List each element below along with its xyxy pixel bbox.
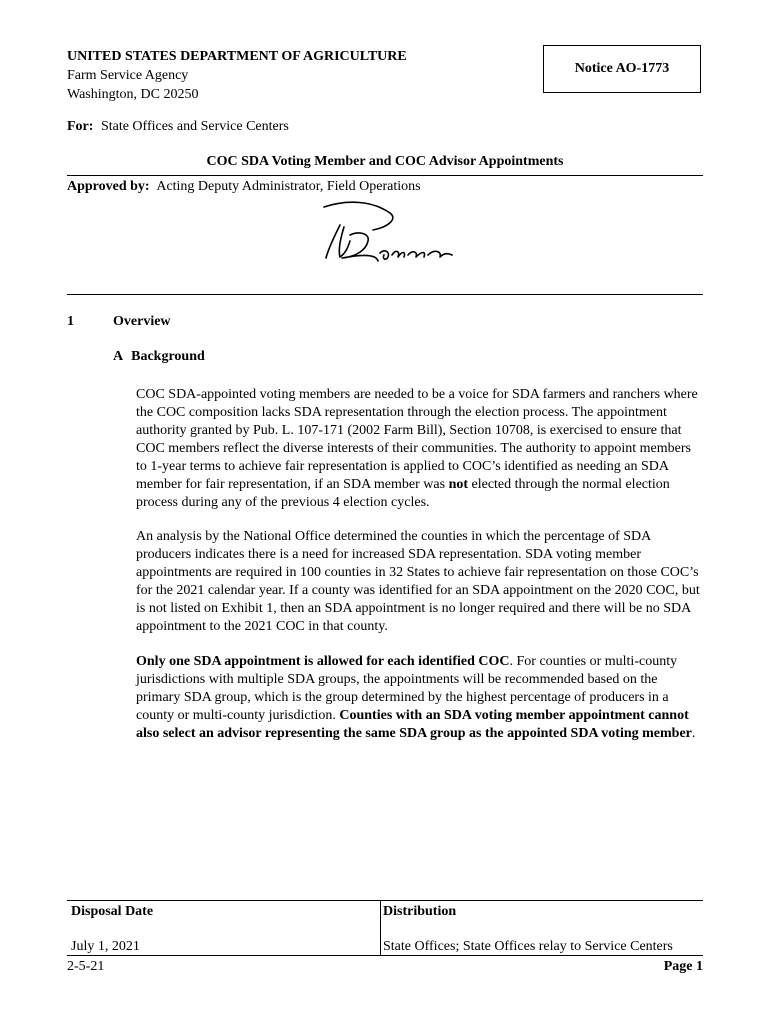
signature-image: [318, 195, 458, 270]
agency-name: Farm Service Agency: [67, 68, 189, 83]
approved-label: Approved by:: [67, 179, 150, 194]
footer-date: 2-5-21: [67, 959, 105, 974]
document-title: COC SDA Voting Member and COC Advisor Appointments: [206, 154, 564, 169]
footer-divider: [380, 900, 381, 955]
notice-number-box: [543, 45, 701, 93]
for-label: For:: [67, 119, 94, 134]
title-rule: [67, 175, 703, 176]
background-paragraph-2: An analysis by the National Office determined the counties in which the percentage of SDA producers indicates there is a need for increased SDA representation. SDA voting member appointments are required in 100 counties in 32 States to achieve fair representation on those COC’s for the 2021 calendar year. If a county was identified for an SDA appointment on the 2020 COC, but is not listed on Exhibit 1, then an SDA appointment is no longer required and there will be no SDA appointment to the 2021 COC in that county.: [136, 529, 700, 634]
section-number: 1: [67, 314, 74, 329]
disposal-date-label: Disposal Date: [71, 904, 154, 919]
approval-rule: [67, 294, 703, 295]
background-paragraph-1: COC SDA-appointed voting members are needed to be a voice for SDA farmers and ranchers where the COC composition lacks SDA representation through the election process. The appointment authority granted by Pub. L. 107-171 (2002 Farm Bill), Section 10708, is exercised to ensure that COC members reflect the diverse interests of their communities. The authority to appoint members to 1-year terms to achieve fair representation is applied to COC’s identified as needing an SDA member for fair representation, if an SDA member was not elected through the normal election process during any of the previous 4 election cycles.: [136, 387, 698, 510]
page-number: Page 1: [663, 959, 703, 974]
subsection-letter: A: [113, 349, 124, 364]
footer-top-rule: [67, 900, 703, 901]
distribution-label: Distribution: [383, 904, 457, 919]
subsection-heading: [113, 349, 213, 365]
agency-block: [67, 47, 407, 104]
approved-value: Acting Deputy Administrator, Field Operations: [156, 179, 421, 194]
distribution-value: State Offices; State Offices relay to Service Centers: [383, 939, 673, 954]
for-line: [67, 119, 289, 135]
background-paragraph-3: Only one SDA appointment is allowed for each identified COC. For counties or multi-county jurisdictions with multiple SDA groups, the appointments will be recommended based on the primary SDA group, which is the group determined by the highest percentage of producers in a county or multi-county jurisdiction. Counties with an SDA voting member appointment cannot also select an advisor representing the same SDA group as the appointed SDA voting member.: [136, 654, 696, 741]
department-name: UNITED STATES DEPARTMENT OF AGRICULTURE: [67, 49, 407, 64]
subsection-title: Background: [131, 349, 205, 364]
for-value: State Offices and Service Centers: [100, 119, 289, 134]
agency-address: Washington, DC 20250: [67, 87, 199, 102]
footer-bottom-rule: [67, 955, 703, 956]
notice-number: Notice AO-1773: [574, 61, 670, 76]
section-title: Overview: [113, 314, 171, 329]
approved-by-line: [67, 179, 421, 195]
disposal-date-value: July 1, 2021: [71, 939, 140, 954]
